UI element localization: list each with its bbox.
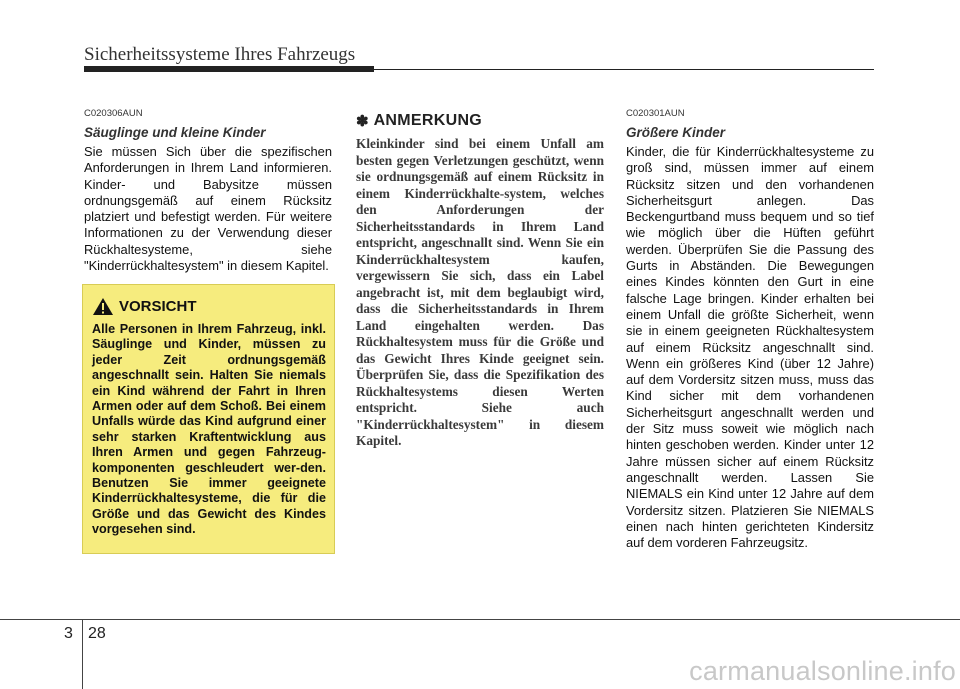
chapter-number: 3	[64, 625, 73, 642]
page-number: 28	[88, 625, 106, 642]
section-code: C020301AUN	[626, 108, 685, 119]
warning-triangle-icon	[92, 297, 114, 316]
middle-column	[356, 108, 604, 450]
page-header-title: Sicherheitssysteme Ihres Fahrzeugs	[84, 44, 356, 65]
warning-header	[92, 297, 326, 316]
watermark: carmanualsonline.info	[689, 656, 956, 686]
header-rule-accent	[84, 66, 374, 72]
footer-rule	[0, 619, 960, 620]
note-title: ANMERKUNG	[373, 112, 483, 129]
section-subheading: Säuglinge und kleine Kinder	[84, 125, 266, 140]
note-text: Kleinkinder sind bei einem Unfall am besten gegen Verletzungen geschützt, wenn sie ordnungsgemäß auf einem Rücksitz in einem Kinderrückhalte-system, welches den Anforderungen der Sicherheitsstandards in Ihrem Land entspricht, angeschnallt sind. Wenn Sie ein Kinderrückhaltesystem kaufen, vergewissern Sie sich, dass ein Label angebracht ist, mit dem beglaubigt wird, dass die Sicherheitsstandards in Ihrem Land eingehalten werden. Das Rückhaltesystem muss für die Größe und das Gewicht Ihres Kinde geeignet sein. Überprüfen Sie, dass die Spezifikation des Rückhaltesystems diesen Werten entspricht. Siehe auch "Kinderrückhaltesystem" in diesem Kapitel.	[356, 136, 604, 448]
warning-box	[82, 284, 335, 554]
note-header	[356, 112, 604, 130]
section-code: C020306AUN	[84, 108, 143, 119]
warning-text: Alle Personen in Ihrem Fahrzeug, inkl. Säuglinge und Kinder, müssen zu jeder Zeit ordnungsgemäß angeschnallt sein. Halten Sie niemals ein Kind während der Fahrt in Ihren Armen oder auf dem Schoß. Bei einem Unfalls würde das Kind aufgrund einer sehr starken Kraftentwicklung aus Ihren Armen und gegen Fahrzeug-komponenten geschleudert wer-den. Benutzen Sie immer geeignete Kinderrückhaltesysteme, die für die Größe und das Gewicht des Kindes vorgesehen sind.	[92, 322, 326, 537]
warning-title: VORSICHT	[119, 298, 197, 315]
footer-divider	[82, 619, 83, 689]
section-subheading: Größere Kinder	[626, 125, 726, 140]
section-body: Sie müssen Sich über die spezifischen Anforderungen in Ihrem Land informieren. Kinder- und Babysitze müssen ordnungsgemäß auf einem Rücksitz platziert und befestigt werden. Für weitere Informationen zu der Verwendung dieser Rückhaltesysteme, siehe "Kinderrückhaltesystem" in diesem Kapitel.	[84, 144, 332, 274]
asterisk-icon: ✽	[356, 113, 369, 130]
right-column	[626, 108, 874, 551]
section-body: Kinder, die für Kinderrückhaltesysteme zu groß sind, müssen immer auf einem Rücksitz sitzen und den vorhandenen Sicherheitsgurt anlegen. Das Beckengurtband muss bequem und so tief wie möglich über die Hüften geführt werden. Überprüfen Sie die Passung des Gurts in Abständen. Die Bewegungen eines Kindes könnten den Gurt in eine falsche Lage bringen. Kinder erhalten bei einem Unfall die größte Sicherheit, wenn sie in einem geeigneten Rückhaltesystem auf einem Rücksitz angeschnallt sind. Wenn ein größeres Kind (über 12 Jahre) auf dem Vordersitz sitzen muss, muss das Kind sicher mit dem vorhandenen Sicherheitsgurt angeschnallt werden und der Sitz muss soweit wie möglich nach hinten geschoben werden. Kinder unter 12 Jahre müssen sicher auf einem Rücksitz angeschnallt werden. Lassen Sie NIEMALS ein Kind unter 12 Jahre auf dem Vordersitz sitzen. Platzieren Sie NIEMALS einen nach hinten gerichteten Kindersitz auf dem vorderen Fahrzeugsitz.	[626, 144, 874, 551]
left-column	[84, 108, 332, 274]
